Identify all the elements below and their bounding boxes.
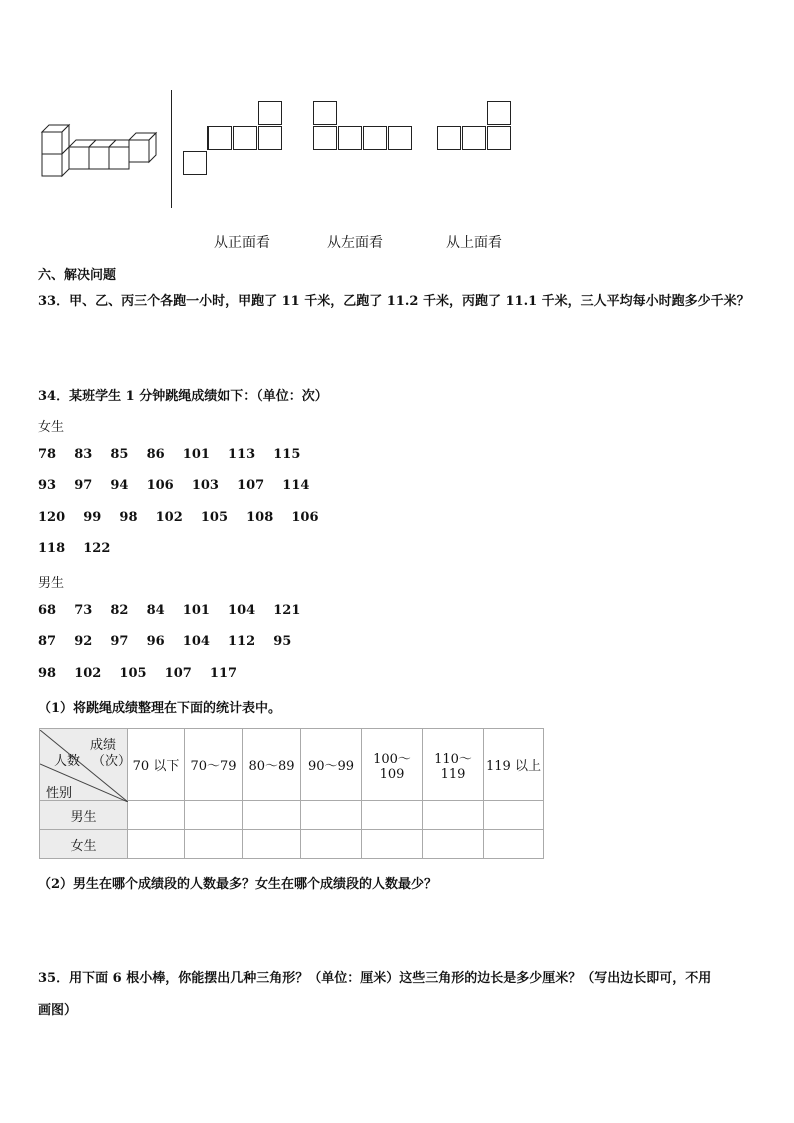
question-34-part2: （2）男生在哪个成绩段的人数最多？女生在哪个成绩段的人数最少？ [38,877,438,892]
question-33: 33．甲、乙、丙三个各跑一小时，甲跑了 11 千米，乙跑了 11.2 千米，丙跑了 11.1 千米，三人平均每小时跑多少千米？ [38,294,750,309]
answer-cell[interactable] [243,830,301,859]
score-table [39,728,544,859]
column-header: 110～119 [423,729,484,801]
table-row [40,830,544,859]
top-view-label: 从上面看 [446,235,502,251]
girls-row: 118 122 [38,541,111,556]
question-34: 34．某班学生 1 分钟跳绳成绩如下：（单位：次） [38,389,328,404]
answer-cell[interactable] [128,830,185,859]
cube-stack-drawing [38,120,158,182]
answer-cell[interactable] [484,801,544,830]
answer-cell[interactable] [362,830,423,859]
answer-cell[interactable] [185,830,243,859]
row-header: 女生 [40,830,128,859]
girls-row: 120 99 98 102 105 108 106 [38,510,319,525]
boys-label: 男生 [38,576,65,591]
separator-line [171,90,172,208]
girls-row: 78 83 85 86 101 113 115 [38,447,301,462]
section-title: 六、解决问题 [38,268,117,283]
column-header: 119 以上 [484,729,544,801]
answer-cell[interactable] [423,830,484,859]
answer-cell[interactable] [301,830,362,859]
front-view-label: 从正面看 [214,235,270,251]
row-header: 男生 [40,801,128,830]
table-corner-cell [40,729,132,801]
column-header: 90～99 [301,729,362,801]
question-35-line1: 35．用下面 6 根小棒，你能摆出几种三角形？（单位：厘米）这些三角形的边长是多少厘米？（写出边长即可，不用 [38,971,712,986]
answer-cell[interactable] [243,801,301,830]
answer-cell[interactable] [128,801,185,830]
answer-cell[interactable] [423,801,484,830]
table-row [40,801,544,830]
column-header: 70～79 [185,729,243,801]
answer-cell[interactable] [301,801,362,830]
question-34-part1: （1）将跳绳成绩整理在下面的统计表中。 [38,701,282,716]
girls-label: 女生 [38,420,65,435]
corner-people-label: 人数 [54,753,81,769]
corner-unit-label: （次） [92,753,132,769]
answer-cell[interactable] [185,801,243,830]
corner-gender-label: 性别 [46,785,73,801]
girls-row: 93 97 94 106 103 107 114 [38,478,310,493]
corner-score-label: 成绩 [90,737,117,753]
boys-row: 87 92 97 96 104 112 95 [38,634,292,649]
left-view-label: 从左面看 [327,235,383,251]
column-header: 80～89 [243,729,301,801]
boys-row: 98 102 105 107 117 [38,666,238,681]
answer-cell[interactable] [362,801,423,830]
question-35-line2: 画图） [38,1003,78,1018]
column-header: 70 以下 [128,729,185,801]
boys-row: 68 73 82 84 101 104 121 [38,603,301,618]
answer-cell[interactable] [484,830,544,859]
column-header: 100～109 [362,729,423,801]
